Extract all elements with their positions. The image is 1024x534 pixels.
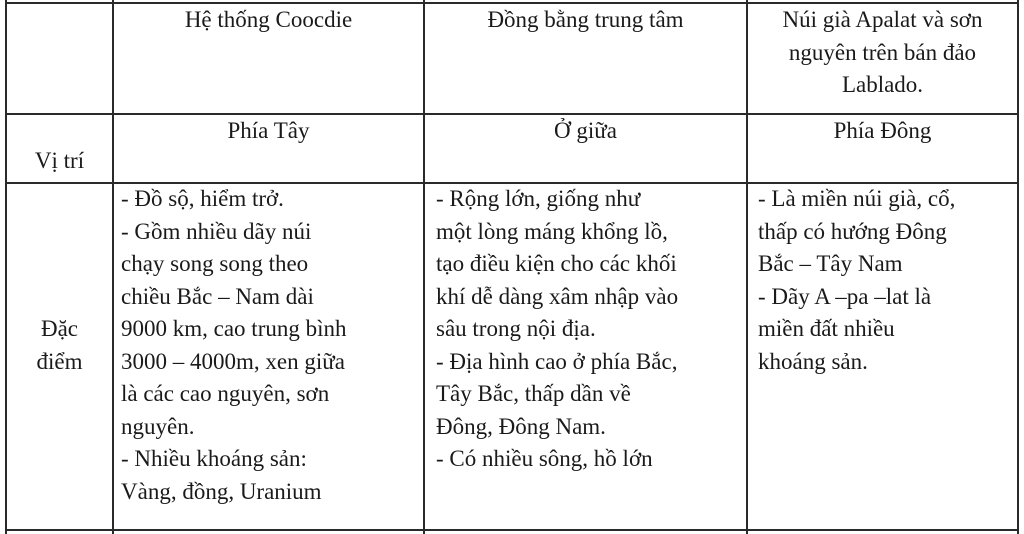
table-border-right: [1017, 0, 1019, 534]
features-coocdie-line: nguyên.: [121, 413, 195, 439]
features-central-plains-line: tạo điều kiện cho các khối: [436, 251, 677, 276]
features-central-plains: [436, 183, 744, 476]
position-west: [114, 115, 423, 148]
header-coocdie: [114, 4, 423, 37]
features-appalachian-line: khoáng sản.: [758, 348, 868, 374]
features-central-plains-line: Tây Bắc, thấp dần về: [436, 381, 631, 406]
features-appalachian-line: - Là miền núi già, cổ,: [758, 186, 956, 211]
features-appalachian-line: Bắc – Tây Nam: [758, 251, 903, 276]
header-appalachian-line-1: Núi già Apalat và sơn: [782, 7, 983, 32]
table-border-left: [5, 0, 7, 534]
table-border-bottom: [5, 529, 1019, 531]
features-central-plains-line: Đông, Đông Nam.: [436, 413, 606, 439]
row-label-position-text: Vị trí: [34, 148, 85, 173]
features-central-plains-line: - Rộng lớn, giống như: [436, 186, 641, 211]
features-central-plains-line: khí dễ dàng xâm nhập vào: [436, 283, 679, 309]
features-appalachian-line: miền đất nhiều: [758, 316, 895, 341]
features-central-plains-line: - Có nhiều sông, hồ lớn: [436, 446, 653, 471]
table-border-col1: [112, 0, 114, 534]
features-appalachian: [758, 183, 1015, 378]
header-appalachian: [748, 4, 1017, 102]
header-coocdie-text: Hệ thống Coocdie: [184, 7, 353, 32]
features-coocdie-line: - Đồ sộ, hiểm trở.: [121, 186, 284, 211]
position-west-text: Phía Tây: [227, 118, 310, 143]
features-central-plains-line: - Địa hình cao ở phía Bắc,: [436, 348, 678, 374]
features-coocdie-line: chiều Bắc – Nam dài: [121, 283, 314, 309]
features-coocdie-line: là các cao nguyên, sơn: [121, 381, 330, 406]
position-east: [748, 115, 1017, 148]
position-middle: [425, 115, 746, 148]
features-coocdie-line: Vàng, đồng, Uranium: [121, 478, 322, 504]
features-central-plains-line: sâu trong nội địa.: [436, 316, 596, 341]
table-border-col2: [423, 0, 425, 534]
position-east-text: Phía Đông: [833, 118, 932, 143]
header-appalachian-line-3: Lablado.: [841, 72, 924, 97]
header-central-plains-text: Đồng bằng trung tâm: [487, 7, 684, 32]
row-label-features-line-2: điểm: [36, 348, 83, 374]
features-coocdie-line: - Gồm nhiều dãy núi: [121, 218, 312, 244]
features-coocdie: [121, 183, 421, 508]
features-coocdie-line: chạy song song theo: [121, 251, 309, 276]
features-coocdie-line: 9000 km, cao trung bình: [121, 316, 347, 341]
row-label-position: [7, 145, 112, 178]
position-middle-text: Ở giữa: [554, 118, 617, 143]
features-central-plains-line: một lòng máng khổng lồ,: [436, 218, 668, 244]
row-label-features-line-1: Đặc: [40, 316, 79, 341]
features-appalachian-line: - Dãy A –pa –lat là: [758, 283, 932, 309]
header-appalachian-line-2: nguyên trên bán đảo: [788, 39, 977, 65]
features-coocdie-line: - Nhiều khoáng sản:: [121, 446, 307, 471]
row-label-features: [7, 313, 112, 378]
features-coocdie-line: 3000 – 4000m, xen giữa: [121, 348, 345, 374]
features-appalachian-line: thấp có hướng Đông: [758, 218, 947, 244]
header-central-plains: [425, 4, 746, 37]
